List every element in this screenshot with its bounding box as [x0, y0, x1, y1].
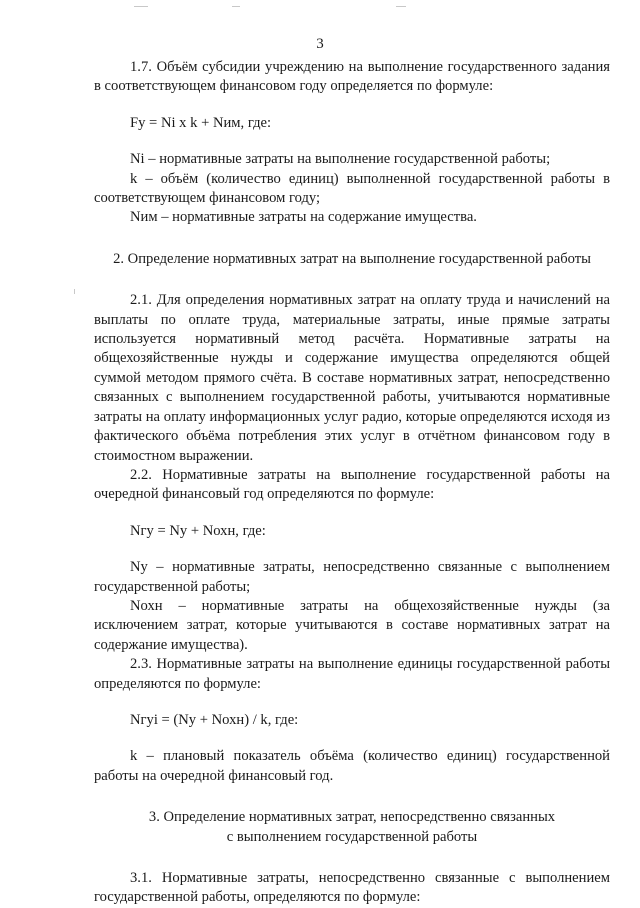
formula-2-2: Nгy = Ny + Nохн, где:: [130, 522, 266, 539]
paragraph-1-7: 1.7. Объём субсидии учреждению на выполнение государственного задания в соответствующем финансовом году определяется по формуле:: [94, 59, 610, 95]
section-3-heading-line-1: 3. Определение нормативных затрат, непосредственно связанных: [148, 809, 556, 826]
definition-nohn: Nохн – нормативные затраты на общехозяйственные нужды (за исключением затрат, которые учитываются в составе нормативных затрат на содержание имущества).: [94, 597, 610, 653]
definition-ny: Ny – нормативные затраты, непосредственно связанные с выполнением государственной работы;: [94, 559, 610, 595]
definition-nim: Nим – нормативные затраты на содержание имущества.: [130, 209, 477, 226]
scan-artifact: [134, 6, 148, 7]
definition-k-plan: k – плановый показатель объёма (количество единиц) государственной работы на очередной финансовый год.: [94, 748, 610, 784]
paragraph-2-3: 2.3. Нормативные затраты на выполнение единицы государственной работы определяются по формуле:: [94, 656, 610, 692]
scan-artifact: [74, 289, 75, 294]
page-number: 3: [316, 36, 324, 52]
section-3-heading-line-2: с выполнением государственной работы: [226, 828, 478, 845]
definition-ni: Ni – нормативные затраты на выполнение государственной работы;: [130, 151, 551, 168]
scan-artifact: [232, 6, 240, 7]
formula-2-3: Nгyi = (Ny + Nохн) / k, где:: [130, 711, 299, 728]
formula-subsidy: Fy = Ni x k + Nим, где:: [130, 114, 272, 131]
document-body: [94, 58, 610, 908]
paragraph-3-1: 3.1. Нормативные затраты, непосредственно связанные с выполнением государственной работы, определяются по формуле:: [94, 870, 610, 906]
definition-k: k – объём (количество единиц) выполненной государственной работы в соответствующем финансовом году;: [94, 170, 610, 207]
paragraph-2-1: 2.1. Для определения нормативных затрат на оплату труда и начислений на выплаты по оплате труда, материальные затраты, иные прямые затраты используется нормативный метод расчёта. Нормативные затраты на общехозяйственные нужды и содержание имущества определяются общей суммой методом прямого счёта. В составе нормативных затрат, непосредственно связанных с выполнением государственной работы, учитываются нормативные затраты на оплату информационных услуг радио, которые определяются исходя из фактического объёма потребления этих услуг в отчётном финансовом году в стоимостном выражении.: [94, 292, 610, 464]
section-2-heading: 2. Определение нормативных затрат на выполнение государственной работы: [113, 250, 591, 267]
scan-artifact: [396, 6, 406, 7]
paragraph-2-2: 2.2. Нормативные затраты на выполнение государственной работы на очередной финансовый год определяются по формуле:: [94, 466, 610, 503]
